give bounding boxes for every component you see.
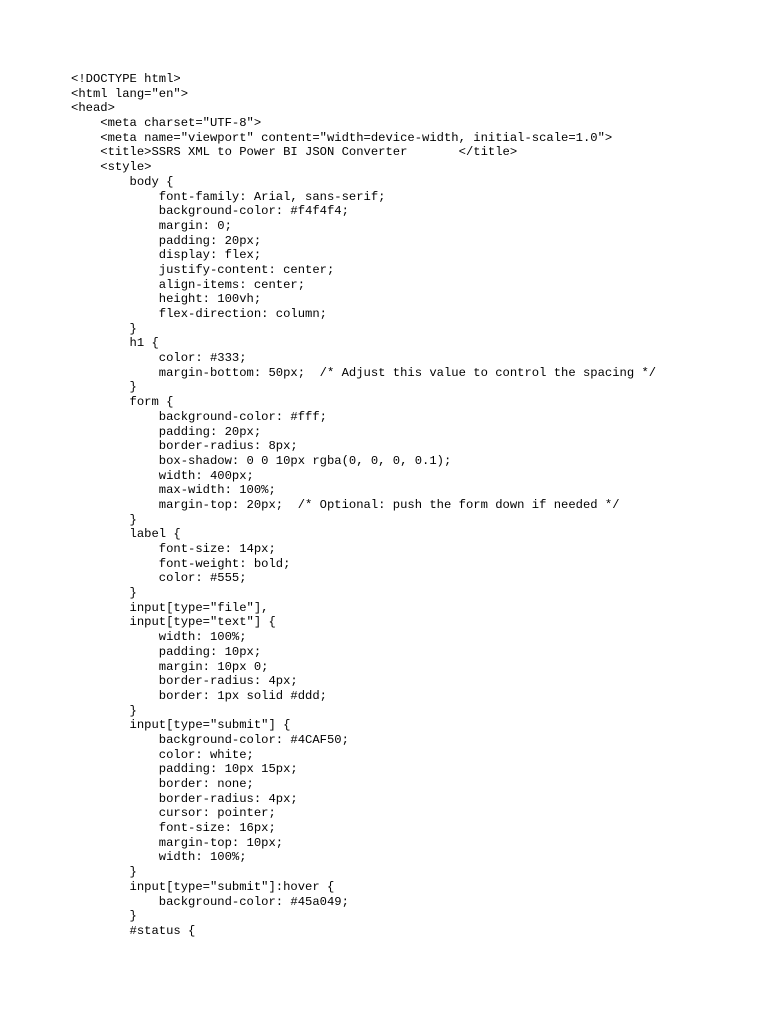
code-line: border-radius: 8px;	[71, 439, 298, 454]
code-line: padding: 10px;	[71, 644, 262, 659]
code-line: #status {	[71, 923, 196, 938]
code-line: border-radius: 4px;	[71, 791, 298, 806]
code-line: background-color: #fff;	[71, 409, 327, 424]
code-line: }	[71, 321, 137, 336]
code-line: font-size: 14px;	[71, 542, 276, 556]
code-line: }	[71, 703, 137, 718]
code-line: input[type="file"],	[71, 600, 269, 615]
code-line: font-size: 16px;	[71, 821, 276, 836]
code-line: <meta charset="UTF-8">	[71, 116, 262, 131]
code-line: border-radius: 4px;	[71, 674, 298, 689]
code-line: input[type="submit"] {	[71, 718, 291, 733]
code-line: margin-top: 10px;	[71, 835, 284, 850]
code-line: background-color: #45a049;	[71, 894, 349, 909]
code-line: width: 100%;	[71, 630, 247, 645]
code-line: color: #555;	[71, 571, 247, 586]
code-line: font-family: Arial, sans-serif;	[71, 189, 386, 204]
code-line: padding: 20px;	[71, 424, 262, 439]
code-line: <head>	[71, 101, 115, 116]
code-line: flex-direction: column;	[71, 307, 327, 321]
code-line: <html lang="en">	[71, 86, 189, 101]
code-line: margin-top: 20px; /* Optional: push the form down if needed */	[71, 497, 620, 512]
code-line: label {	[71, 527, 181, 542]
code-line: }	[71, 586, 137, 601]
code-line: <style>	[71, 160, 152, 175]
code-listing	[71, 72, 768, 939]
code-line: width: 100%;	[71, 850, 247, 865]
code-line: margin: 0;	[71, 218, 232, 233]
code-line: justify-content: center;	[71, 262, 335, 277]
code-line: align-items: center;	[71, 277, 306, 292]
code-line: color: white;	[71, 747, 254, 762]
code-line: cursor: pointer;	[71, 806, 276, 821]
code-line: }	[71, 865, 137, 880]
code-line: }	[71, 512, 137, 527]
code-line: margin-bottom: 50px; /* Adjust this value to control the spacing */	[71, 365, 657, 380]
code-line: display: flex;	[71, 248, 262, 263]
code-line: }	[71, 909, 137, 924]
code-line: box-shadow: 0 0 10px rgba(0, 0, 0, 0.1);	[71, 453, 452, 468]
code-line: input[type="text"] {	[71, 615, 276, 630]
code-line: height: 100vh;	[71, 292, 262, 307]
code-line: input[type="submit"]:hover {	[71, 879, 335, 894]
code-line: width: 400px;	[71, 468, 254, 483]
code-line: }	[71, 380, 137, 395]
code-line: body {	[71, 174, 174, 189]
code-line: background-color: #f4f4f4;	[71, 204, 349, 219]
code-line: <title>SSRS XML to Power BI JSON Converter </title>	[71, 145, 518, 160]
code-line: <!DOCTYPE html>	[71, 72, 181, 86]
code-line: form {	[71, 395, 174, 410]
code-line: margin: 10px 0;	[71, 659, 269, 674]
code-line: padding: 10px 15px;	[71, 762, 298, 777]
code-line: padding: 20px;	[71, 233, 262, 248]
code-line: background-color: #4CAF50;	[71, 732, 349, 747]
code-line: border: 1px solid #ddd;	[71, 688, 327, 703]
code-line: <meta name="viewport" content="width=device-width, initial-scale=1.0">	[71, 130, 613, 145]
code-line: border: none;	[71, 777, 254, 791]
code-line: color: #333;	[71, 351, 247, 366]
code-line: font-weight: bold;	[71, 556, 291, 571]
code-line: max-width: 100%;	[71, 483, 276, 498]
code-line: h1 {	[71, 336, 159, 351]
